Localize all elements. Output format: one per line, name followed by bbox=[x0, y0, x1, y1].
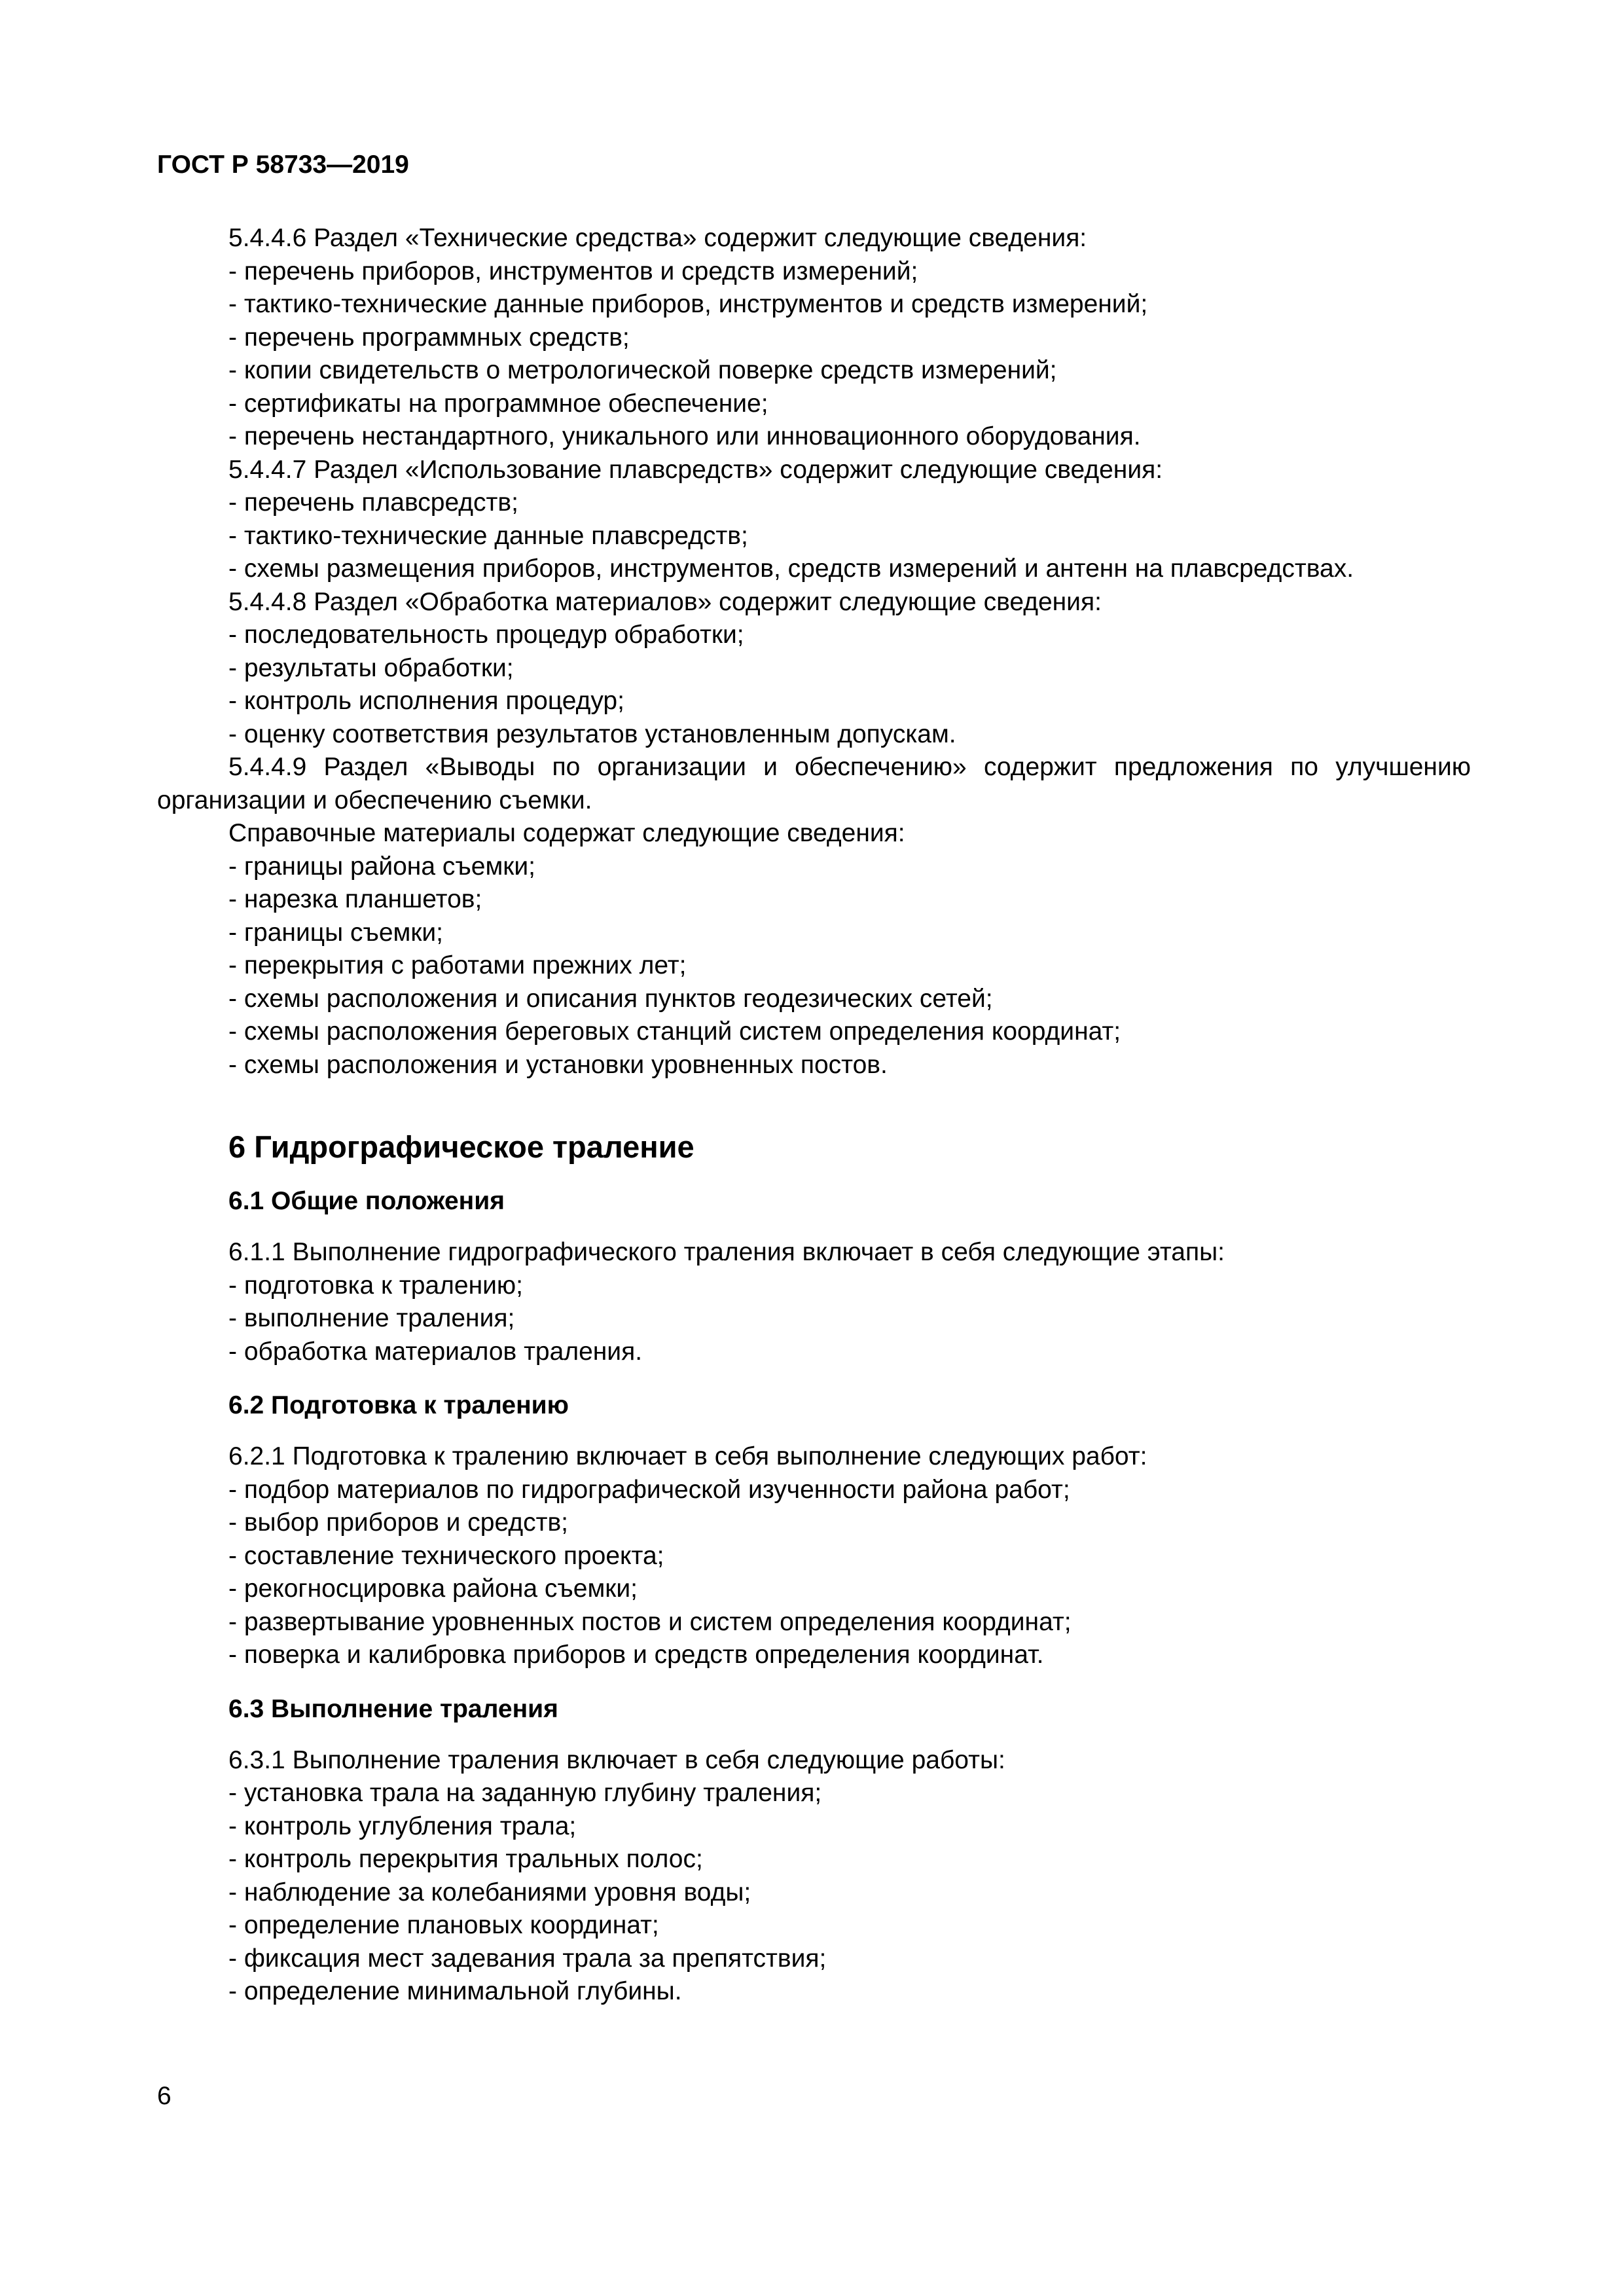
list-item: - фиксация мест задевания трала за препятствия; bbox=[228, 1944, 827, 1973]
list-item: - копии свидетельств о метрологической поверке средств измерений; bbox=[228, 356, 1057, 384]
paragraph-6-1-1: 6.1.1 Выполнение гидрографического траления включает в себя следующие этапы: bbox=[228, 1238, 1225, 1266]
paragraph-5-4-4-7: 5.4.4.7 Раздел «Использование плавсредств» содержит следующие сведения: bbox=[228, 455, 1163, 484]
list-item: - перечень программных средств; bbox=[228, 323, 630, 352]
list-item: - контроль углубления трала; bbox=[228, 1812, 577, 1840]
list-item: - контроль исполнения процедур; bbox=[228, 687, 624, 715]
page-number: 6 bbox=[157, 2082, 171, 2110]
list-item: - поверка и калибровка приборов и средств определения координат. bbox=[228, 1641, 1044, 1669]
list-item: - выбор приборов и средств; bbox=[228, 1508, 568, 1537]
list-item: - выполнение траления; bbox=[228, 1304, 515, 1332]
list-item: - сертификаты на программное обеспечение; bbox=[228, 389, 768, 418]
list-item: - определение минимальной глубины. bbox=[228, 1977, 682, 2005]
list-6-3-1 bbox=[157, 1777, 1471, 2009]
list-item: - схемы размещения приборов, инструментов, средств измерений и антенн на плавсредствах. bbox=[228, 555, 1354, 583]
subsection-6-3-title: 6.3 Выполнение траления bbox=[228, 1694, 558, 1723]
list-5-4-4-7 bbox=[157, 486, 1471, 586]
list-item: - границы съемки; bbox=[228, 918, 444, 947]
paragraph-5-4-4-6: 5.4.4.6 Раздел «Технические средства» содержит следующие сведения: bbox=[228, 224, 1087, 252]
list-item: - подбор материалов по гидрографической изученности района работ; bbox=[228, 1475, 1070, 1504]
list-item: - перекрытия с работами прежних лет; bbox=[228, 951, 687, 979]
list-item: - наблюдение за колебаниями уровня воды; bbox=[228, 1878, 751, 1906]
list-item: - рекогносцировка района съемки; bbox=[228, 1575, 638, 1603]
list-item: - контроль перекрытия тральных полос; bbox=[228, 1845, 703, 1873]
list-item: - оценку соответствия результатов установленным допускам. bbox=[228, 720, 956, 748]
list-item: - перечень плавсредств; bbox=[228, 488, 518, 517]
list-item: - перечень нестандартного, уникального или инновационного оборудования. bbox=[228, 422, 1141, 450]
list-5-4-4-8 bbox=[157, 619, 1471, 751]
paragraph-reference-materials: Справочные материалы содержат следующие сведения: bbox=[228, 819, 905, 847]
list-item: - тактико-технические данные приборов, инструментов и средств измерений; bbox=[228, 290, 1148, 318]
paragraph-5-4-4-9: 5.4.4.9 Раздел «Выводы по организации и обеспечению» содержит предложения по улучшению организации и обеспечению съемки. bbox=[157, 753, 1471, 814]
list-item: - результаты обработки; bbox=[228, 653, 514, 682]
list-item: - установка трала на заданную глубину траления; bbox=[228, 1779, 822, 1807]
subsection-6-2-title: 6.2 Подготовка к тралению bbox=[228, 1391, 569, 1419]
list-item: - тактико-технические данные плавсредств; bbox=[228, 521, 748, 550]
list-item: - схемы расположения и установки уровненных постов. bbox=[228, 1050, 888, 1079]
paragraph-6-3-1: 6.3.1 Выполнение траления включает в себя следующие работы: bbox=[228, 1745, 1005, 1774]
list-5-4-4-6 bbox=[157, 255, 1471, 454]
page-content bbox=[157, 222, 1471, 2009]
list-6-1-1 bbox=[157, 1269, 1471, 1369]
list-item: - обработка материалов траления. bbox=[228, 1337, 643, 1366]
list-item: - подготовка к тралению; bbox=[228, 1271, 524, 1300]
list-item: - границы района съемки; bbox=[228, 852, 535, 881]
list-item: - схемы расположения и описания пунктов геодезических сетей; bbox=[228, 984, 993, 1013]
list-item: - развертывание уровненных постов и систем определения координат; bbox=[228, 1607, 1072, 1636]
list-reference-materials bbox=[157, 850, 1471, 1082]
subsection-6-1-title: 6.1 Общие положения bbox=[228, 1187, 505, 1215]
list-item: - составление технического проекта; bbox=[228, 1541, 664, 1570]
list-6-2-1 bbox=[157, 1474, 1471, 1672]
list-item: - схемы расположения береговых станций систем определения координат; bbox=[228, 1017, 1121, 1046]
list-item: - перечень приборов, инструментов и средств измерений; bbox=[228, 257, 918, 285]
document-code: ГОСТ Р 58733—2019 bbox=[157, 151, 409, 179]
section-6-title: 6 Гидрографическое траление bbox=[228, 1129, 695, 1164]
list-item: - последовательность процедур обработки; bbox=[228, 621, 744, 649]
paragraph-5-4-4-8: 5.4.4.8 Раздел «Обработка материалов» содержит следующие сведения: bbox=[228, 587, 1102, 616]
list-item: - определение плановых координат; bbox=[228, 1911, 659, 1939]
list-item: - нарезка планшетов; bbox=[228, 885, 482, 913]
paragraph-6-2-1: 6.2.1 Подготовка к тралению включает в себя выполнение следующих работ: bbox=[228, 1442, 1147, 1470]
